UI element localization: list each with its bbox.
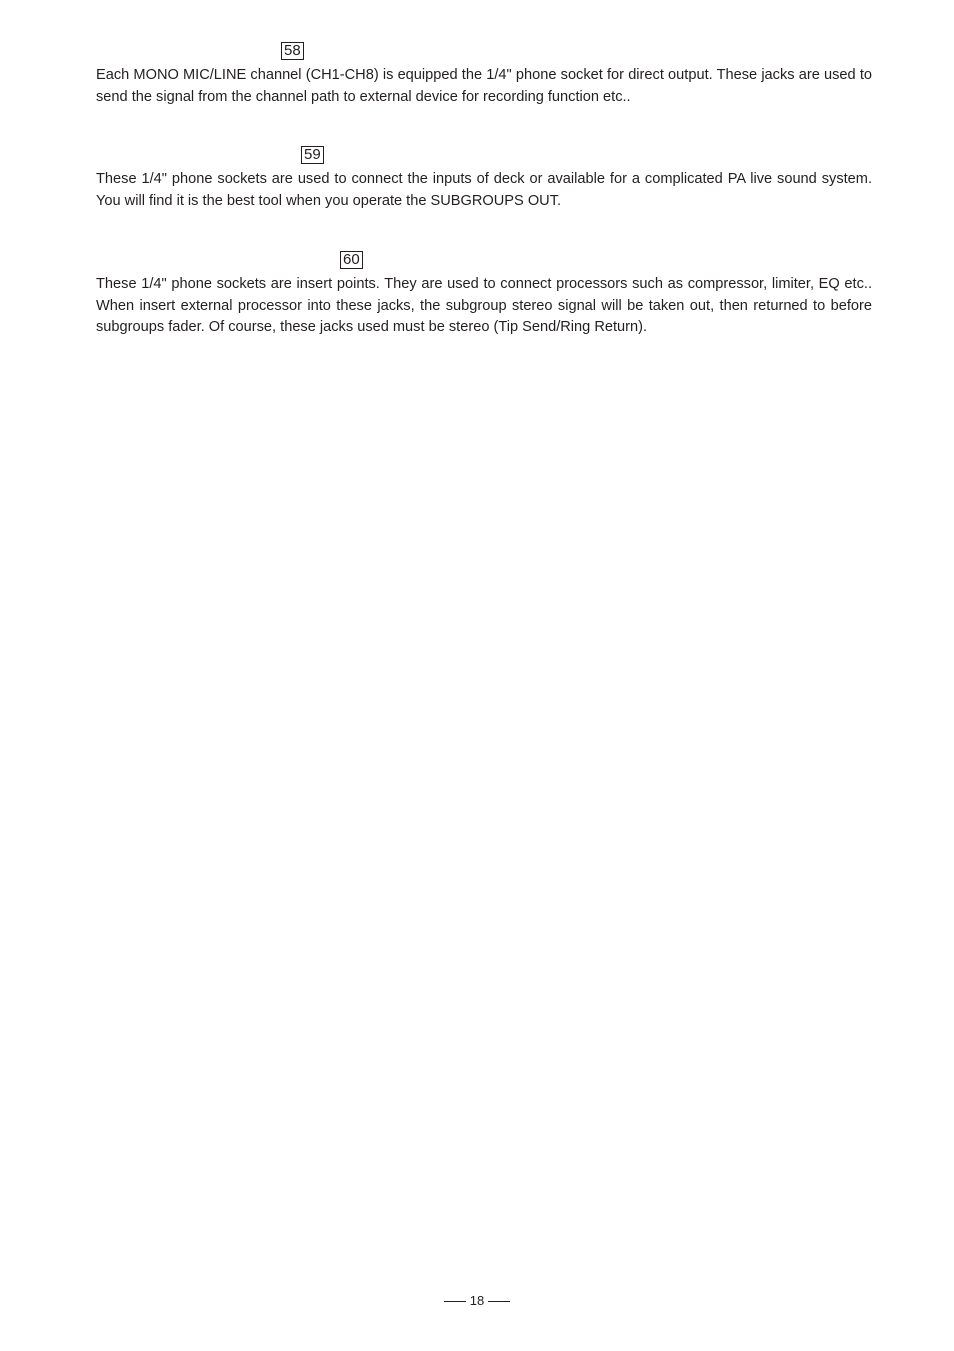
section-heading — [96, 42, 872, 62]
footer-dash-right — [488, 1301, 510, 1302]
footer-dash-left — [444, 1301, 466, 1302]
section-heading — [96, 251, 872, 271]
section-paragraph: These 1/4" phone sockets are insert points. They are used to connect processors such as compressor, limiter, EQ etc.. When insert external processor into these jacks, the subgroup stereo signal will be taken out, then returned to before subgroups fader. Of course, these jacks used must be stereo (Tip Send/Ring Return). — [96, 276, 872, 335]
section-60 — [96, 251, 872, 339]
section-number-badge: 60 — [340, 251, 363, 269]
section-heading — [96, 146, 872, 166]
section-paragraph: Each MONO MIC/LINE channel (CH1-CH8) is equipped the 1/4" phone socket for direct output. These jacks are used to send the signal from the channel path to external device for recording function etc.. — [96, 67, 872, 105]
section-58 — [96, 42, 872, 108]
section-59 — [96, 146, 872, 212]
page-footer — [0, 1293, 954, 1309]
page-number: 18 — [469, 1293, 485, 1308]
section-number-badge: 59 — [301, 146, 324, 164]
section-number-badge: 58 — [281, 42, 304, 60]
section-paragraph: These 1/4" phone sockets are used to connect the inputs of deck or available for a complicated PA live sound system. You will find it is the best tool when you operate the SUBGROUPS OUT. — [96, 171, 872, 209]
